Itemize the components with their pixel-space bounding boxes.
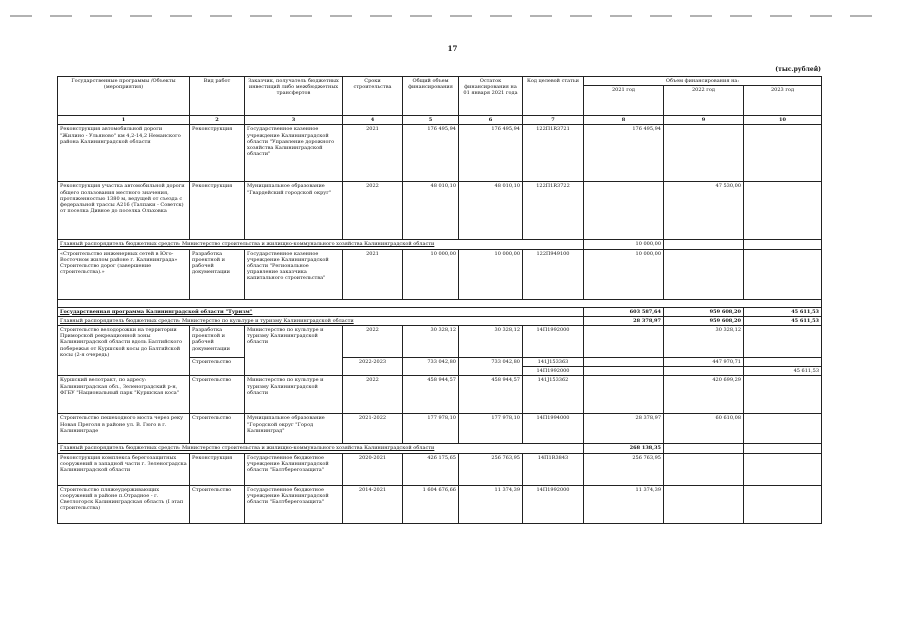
object-name: Реконструкция автомобильной дороги "Жилино - Ульяново" км 4,2-14,2 Неманского района Калининградской области	[58, 125, 190, 182]
terms: 2022	[343, 376, 403, 414]
terms: 2014-2021	[343, 485, 403, 523]
value-2021	[584, 182, 664, 240]
header-total: Общий объем финансирования	[403, 77, 459, 116]
remaining: 10 000,00	[459, 249, 523, 299]
terms: 2021	[343, 249, 403, 299]
remaining: 11 374,39	[459, 485, 523, 523]
table-row	[58, 326, 822, 358]
total: 1 604 676,66	[403, 485, 459, 523]
work-type: Разработка проектной и рабочей документации	[190, 326, 245, 358]
code: 14П1992000	[523, 367, 584, 376]
work-type: Реконструкция	[190, 182, 245, 240]
empty-cell	[744, 326, 822, 358]
index-cell: 3	[245, 116, 343, 125]
empty-cell	[584, 326, 664, 358]
remaining: 176 495,94	[459, 125, 523, 182]
total: 458 944,57	[403, 376, 459, 414]
terms: 2022	[343, 326, 403, 358]
empty-cell	[744, 358, 822, 367]
empty-cell	[664, 367, 744, 376]
code: 122П1R3721	[523, 125, 584, 182]
value-2021: 28 378,97	[584, 414, 664, 444]
work-type: Реконструкция	[190, 125, 245, 182]
code: 122П949100	[523, 249, 584, 299]
customer: Муниципальное образование "Гвардейский городской округ"	[245, 182, 343, 240]
table-row	[58, 453, 822, 485]
header-customer: Заказчик, получатель бюджетных инвестиций либо межбюджетных трансфертов	[245, 77, 343, 116]
empty-cell	[664, 453, 744, 485]
empty-cell	[664, 444, 744, 453]
empty-cell	[584, 367, 664, 376]
index-row	[58, 116, 822, 125]
customer: Муниципальное образование "Городской округ "Город Калининград"	[245, 414, 343, 444]
empty-cell	[744, 240, 822, 249]
unit-label: (тыс.рублей)	[775, 66, 821, 73]
work-type: Строительство	[190, 414, 245, 444]
total: 177 978,10	[403, 414, 459, 444]
program-row	[58, 307, 822, 316]
code: 14П1R3843	[523, 453, 584, 485]
header-2021: 2021 год	[584, 86, 664, 116]
object-name: Реконструкция участка автомобильной дороги общего пользования местного значения, протяженностью 1380 м, ведущей от съезда с федеральной трассы А216 (Талпаки - Советск) от поселка Дивное до поселка Ольховка	[58, 182, 190, 240]
manager-row	[58, 444, 822, 453]
value-2021: 10 000,00	[584, 249, 664, 299]
terms: 2022-2023	[343, 358, 403, 376]
total: 48 010,10	[403, 182, 459, 240]
total: 733 042,80	[403, 358, 459, 376]
value-2021: 11 374,39	[584, 485, 664, 523]
header-2022: 2022 год	[664, 86, 744, 116]
value-2021: 268 138,35	[584, 444, 664, 453]
code: 14П1994000	[523, 414, 584, 444]
value-2023	[744, 182, 822, 240]
header-work-type: Вид работ	[190, 77, 245, 116]
manager-row	[58, 240, 822, 249]
empty-cell	[744, 414, 822, 444]
table-row	[58, 182, 822, 240]
value-2023	[744, 125, 822, 182]
index-cell: 9	[664, 116, 744, 125]
empty-cell	[664, 485, 744, 523]
remaining: 48 010,10	[459, 182, 523, 240]
header-program: Государственные программы /Объекты (мероприятия)	[58, 77, 190, 116]
work-type: Разработка проектной и рабочей документации	[190, 249, 245, 299]
manager-label: Главный распорядитель бюджетных средств: Министерство по культуре и туризму Калининградской области	[58, 316, 584, 325]
value-2022: 959 608,20	[664, 316, 744, 325]
value-2022	[664, 125, 744, 182]
empty-cell	[664, 249, 744, 299]
value-2023: 45 611,53	[744, 307, 822, 316]
index-cell: 7	[523, 116, 584, 125]
empty-cell	[584, 376, 664, 414]
terms: 2021	[343, 125, 403, 182]
work-type: Строительство	[190, 376, 245, 414]
scan-top-artifact	[10, 15, 890, 17]
manager-row	[58, 316, 822, 325]
work-type: Строительство	[190, 358, 245, 376]
terms: 2020-2021	[343, 453, 403, 485]
terms: 2022	[343, 182, 403, 240]
customer: Министерство по культуре и туризму Калининградской области	[245, 326, 343, 376]
terms: 2021-2022	[343, 414, 403, 444]
header-row-1	[58, 77, 822, 86]
manager-label: Главный распорядитель бюджетных средств: Министерство строительства и жилищно-коммунального хозяйства Калининградской области	[58, 444, 584, 453]
code: 122П1R3722	[523, 182, 584, 240]
financing-table	[57, 76, 822, 524]
table-row	[58, 125, 822, 182]
code: 141J153362	[523, 376, 584, 414]
code: 14П1992000	[523, 485, 584, 523]
index-cell: 6	[459, 116, 523, 125]
object-name: «Строительство инженерных сетей в Юго-Восточном жилом районе г. Калининграда» Строительство дорог (завершение строительства).»	[58, 249, 190, 299]
object-name: Строительство велодорожки на территории Приморской рекреационной зоны Калининградской области вдоль Балтийского побережья от Куршской косы до Балтийской косы (2-я очередь)	[58, 326, 190, 376]
empty-cell	[744, 444, 822, 453]
object-name: Строительство пешеходного моста через реку Новая Преголя в районе ул. В. Гюго в г. Калининграде	[58, 414, 190, 444]
value-2021: 256 763,95	[584, 453, 664, 485]
header-remaining: Остаток финансирования на 01 января 2021 года	[459, 77, 523, 116]
object-name: Куршский велотракт, по адресу: Калининградская обл., Зеленоградский р-н, ФГБУ "Национальный парк "Куршская коса"	[58, 376, 190, 414]
value-2022: 60 610,08	[664, 414, 744, 444]
total: 176 495,94	[403, 125, 459, 182]
empty-cell	[744, 376, 822, 414]
object-name: Строительство пляжеудерживающих сооружений в районе п.Отрадное - г. Светлогорск Калининградская область (I этап строительства)	[58, 485, 190, 523]
remaining: 458 944,57	[459, 376, 523, 414]
empty-cell	[744, 249, 822, 299]
value-2022: 447 970,71	[664, 358, 744, 367]
customer: Министерство по культуре и туризму Калининградской области	[245, 376, 343, 414]
empty-cell	[744, 453, 822, 485]
value-2023: 45 611,53	[744, 316, 822, 325]
total: 10 000,00	[403, 249, 459, 299]
table-row	[58, 249, 822, 299]
remaining: 733 042,80	[459, 358, 523, 376]
header-financing: Объем финансирования на:	[584, 77, 822, 86]
table-row	[58, 485, 822, 523]
customer: Государственное казенное учреждение Калининградской области "Управление дорожного хозяйства Калининградской области"	[245, 125, 343, 182]
value-2022: 959 608,20	[664, 307, 744, 316]
index-cell: 1	[58, 116, 190, 125]
value-2022: 30 328,12	[664, 326, 744, 358]
customer: Государственное бюджетное учреждение Калининградской области "Балтберегозащита"	[245, 485, 343, 523]
header-terms: Сроки строительства	[343, 77, 403, 116]
spacer-row	[58, 299, 822, 307]
table-row	[58, 414, 822, 444]
work-type: Реконструкция	[190, 453, 245, 485]
customer: Государственное бюджетное учреждение Калининградской области "Балтберегозащита"	[245, 453, 343, 485]
index-cell: 4	[343, 116, 403, 125]
value-2021: 28 378,97	[584, 316, 664, 325]
remaining: 30 328,12	[459, 326, 523, 358]
empty-cell	[584, 358, 664, 367]
empty-cell	[664, 240, 744, 249]
remaining: 177 978,10	[459, 414, 523, 444]
program-label: Государственная программа Калининградской области "Туризм"	[58, 307, 584, 316]
value-2021: 10 000,00	[584, 240, 664, 249]
value-2022: 47 530,00	[664, 182, 744, 240]
remaining: 256 763,95	[459, 453, 523, 485]
header-code: Код целевой статьи	[523, 77, 584, 116]
index-cell: 10	[744, 116, 822, 125]
page-number: 17	[447, 44, 458, 53]
manager-label: Главный распорядитель бюджетных средств: Министерство строительства и жилищно-коммунального хозяйства Калининградской области	[58, 240, 584, 249]
index-cell: 5	[403, 116, 459, 125]
value-2022: 420 699,29	[664, 376, 744, 414]
table-row	[58, 376, 822, 414]
code: 14П1992000	[523, 326, 584, 358]
code: 141J153363	[523, 358, 584, 367]
value-2023: 45 611,53	[744, 367, 822, 376]
value-2021: 603 587,64	[584, 307, 664, 316]
empty-cell	[58, 299, 822, 307]
work-type: Строительство	[190, 485, 245, 523]
value-2021: 176 495,94	[584, 125, 664, 182]
index-cell: 2	[190, 116, 245, 125]
object-name: Реконструкция комплекса берегозащитных сооружений в западной части г. Зеленоградска Калининградской области	[58, 453, 190, 485]
total: 426 175,65	[403, 453, 459, 485]
index-cell: 8	[584, 116, 664, 125]
header-2023: 2023 год	[744, 86, 822, 116]
customer: Государственное казенное учреждение Калининградской области "Региональное управление заказчика капитального строительства"	[245, 249, 343, 299]
total: 30 328,12	[403, 326, 459, 358]
empty-cell	[744, 485, 822, 523]
